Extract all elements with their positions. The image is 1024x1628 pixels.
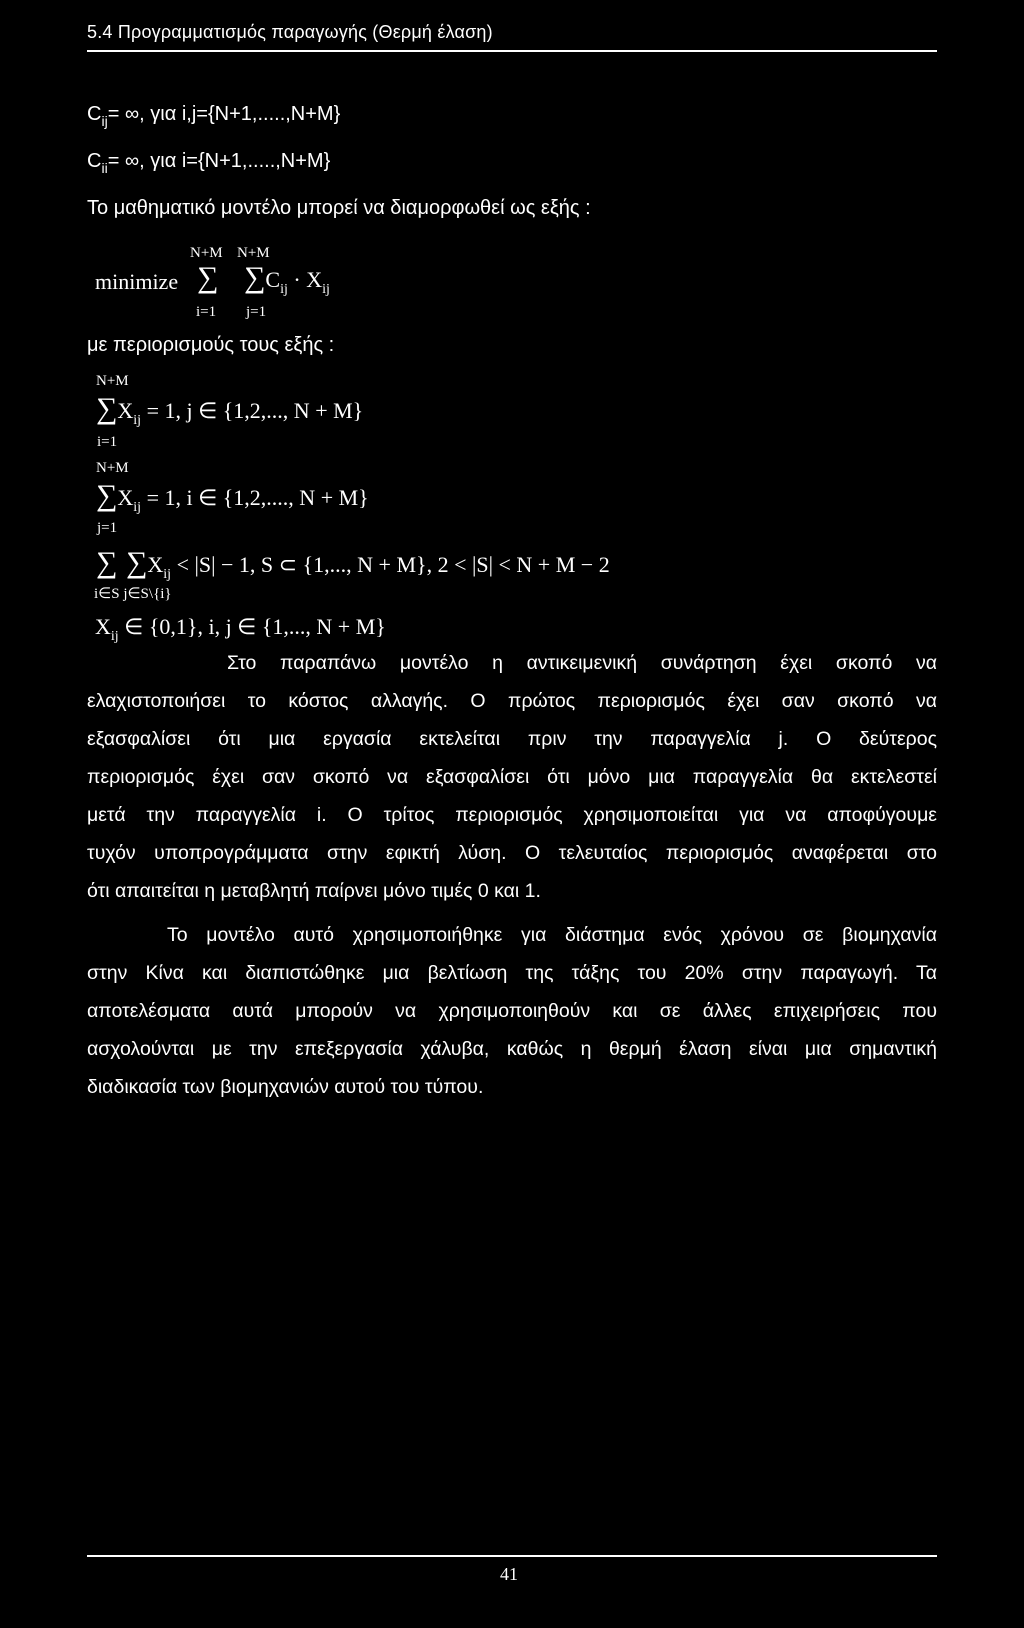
variable-symbol: X — [117, 485, 134, 510]
cost-def-line-2 — [87, 150, 331, 176]
constraint-3-lower-limit: i∈S j∈S\{i} — [94, 586, 172, 602]
paragraph-line: ασχολούνται με την επεξεργασία χάλυβα, καθώς η θερμή έλαση είναι μια σημαντική — [87, 1038, 937, 1060]
cost-subscript: ij — [101, 113, 108, 129]
cost-subscript: ij — [280, 282, 288, 297]
constraint-4 — [95, 614, 386, 644]
cost-symbol: C — [87, 150, 102, 172]
model-intro: Το μαθηματικό μοντέλο μπορεί να διαμορφωθεί ως εξής : — [87, 197, 591, 219]
variable-subscript: ij — [322, 282, 330, 297]
sum-symbol: ∑ — [197, 261, 219, 294]
constraint-2-condition: = 1, i ∈ {1,2,...., N + M} — [146, 485, 369, 510]
paragraph-line: εξασφαλίσει ότι μια εργασία εκτελείται πριν την παραγγελία j. Ο δεύτερος — [87, 728, 937, 750]
cost-symbol: C — [87, 103, 102, 125]
constraint-2-upper-limit: N+M — [96, 460, 129, 476]
variable-symbol: X — [306, 267, 323, 292]
paragraph-line: στην Κίνα και διαπιστώθηκε μια βελτίωση της τάξης του 20% στην παραγωγή. Τα — [87, 962, 937, 984]
constraints-intro: με περιορισμούς τους εξής : — [87, 334, 335, 356]
constraint-3 — [126, 546, 610, 582]
paragraph-line: Το μοντέλο αυτό χρησιμοποιήθηκε για διάστημα ενός χρόνου σε βιομηχανία — [167, 924, 937, 946]
constraint-3-condition: < |S| − 1, S ⊂ {1,..., N + M}, 2 < |S| < N + M − 2 — [176, 552, 610, 577]
header-rule — [87, 50, 937, 52]
variable-subscript: ij — [133, 413, 142, 428]
variable-subscript: ij — [133, 500, 142, 515]
objective-term — [244, 261, 330, 297]
objective-lower-limit-2: j=1 — [246, 304, 267, 320]
paragraph-line: Στο παραπάνω μοντέλο η αντικειμενική συνάρτηση έχει σκοπό να — [227, 652, 937, 674]
sum-symbol: ∑ — [96, 479, 118, 512]
objective-upper-limit-2: N+M — [237, 245, 270, 261]
constraint-1-lower-limit: i=1 — [97, 434, 118, 450]
sum-symbol: ∑ — [126, 546, 148, 579]
page-header: 5.4 Προγραμματισμός παραγωγής (Θερμή έλαση) — [87, 22, 493, 42]
cost-def-text: = ∞, για i={N+1,.....,N+M} — [107, 150, 331, 172]
objective-lower-limit-1: i=1 — [196, 304, 217, 320]
variable-subscript: ij — [163, 567, 172, 582]
paragraph-line: διαδικασία των βιομηχανιών αυτού του τύπου. — [87, 1076, 484, 1098]
cost-symbol: C — [265, 267, 281, 292]
constraint-2-lower-limit: j=1 — [97, 520, 118, 536]
objective-keyword: minimize — [95, 269, 179, 294]
cost-def-line-1 — [87, 103, 341, 129]
paragraph-1 — [87, 652, 937, 902]
constraint-2 — [96, 479, 369, 515]
constraint-4-condition: ∈ {0,1}, i, j ∈ {1,..., N + M} — [124, 614, 386, 639]
constraint-1-condition: = 1, j ∈ {1,2,..., N + M} — [146, 398, 364, 423]
paragraph-line: περιορισμός έχει σαν σκοπό να εξασφαλίσει ότι μόνο μια παραγγελία θα εκτελεστεί — [87, 766, 937, 788]
cost-def-text: = ∞, για i,j={N+1,.....,N+M} — [107, 103, 341, 125]
variable-symbol: X — [117, 398, 134, 423]
paragraph-line: αποτελέσματα αυτά μπορούν να χρησιμοποιηθούν και σε άλλες επιχειρήσεις που — [87, 1000, 937, 1022]
cost-subscript: ii — [101, 160, 108, 176]
sum-symbol: ∑ — [96, 392, 118, 425]
variable-symbol: X — [147, 552, 164, 577]
sum-symbol: ∑ — [244, 261, 266, 294]
constraint-1-upper-limit: N+M — [96, 373, 129, 389]
objective-upper-limit-1: N+M — [190, 245, 223, 261]
constraint-1 — [96, 392, 364, 428]
paragraph-line: ότι απαιτείται η μεταβλητή παίρνει μόνο τιμές 0 και 1. — [87, 880, 541, 902]
variable-symbol: X — [95, 614, 111, 639]
paragraph-line: τυχόν υποπρογράμματα στην εφικτή λύση. Ο τελευταίος περιορισμός αναφέρεται στο — [87, 842, 937, 864]
page-number: 41 — [500, 1564, 518, 1584]
paragraph-line: μετά την παραγγελία i. Ο τρίτος περιορισμός χρησιμοποιείται για να αποφύγουμε — [87, 804, 937, 826]
paragraph-line: ελαχιστοποιήσει το κόστος αλλαγής. Ο πρώτος περιορισμός έχει σαν σκοπό να — [87, 690, 937, 712]
footer-rule — [87, 1555, 937, 1557]
paragraph-2 — [87, 924, 937, 1104]
multiply-dot: · — [293, 267, 301, 292]
variable-subscript: ij — [110, 629, 119, 644]
sum-symbol: ∑ — [96, 546, 118, 579]
